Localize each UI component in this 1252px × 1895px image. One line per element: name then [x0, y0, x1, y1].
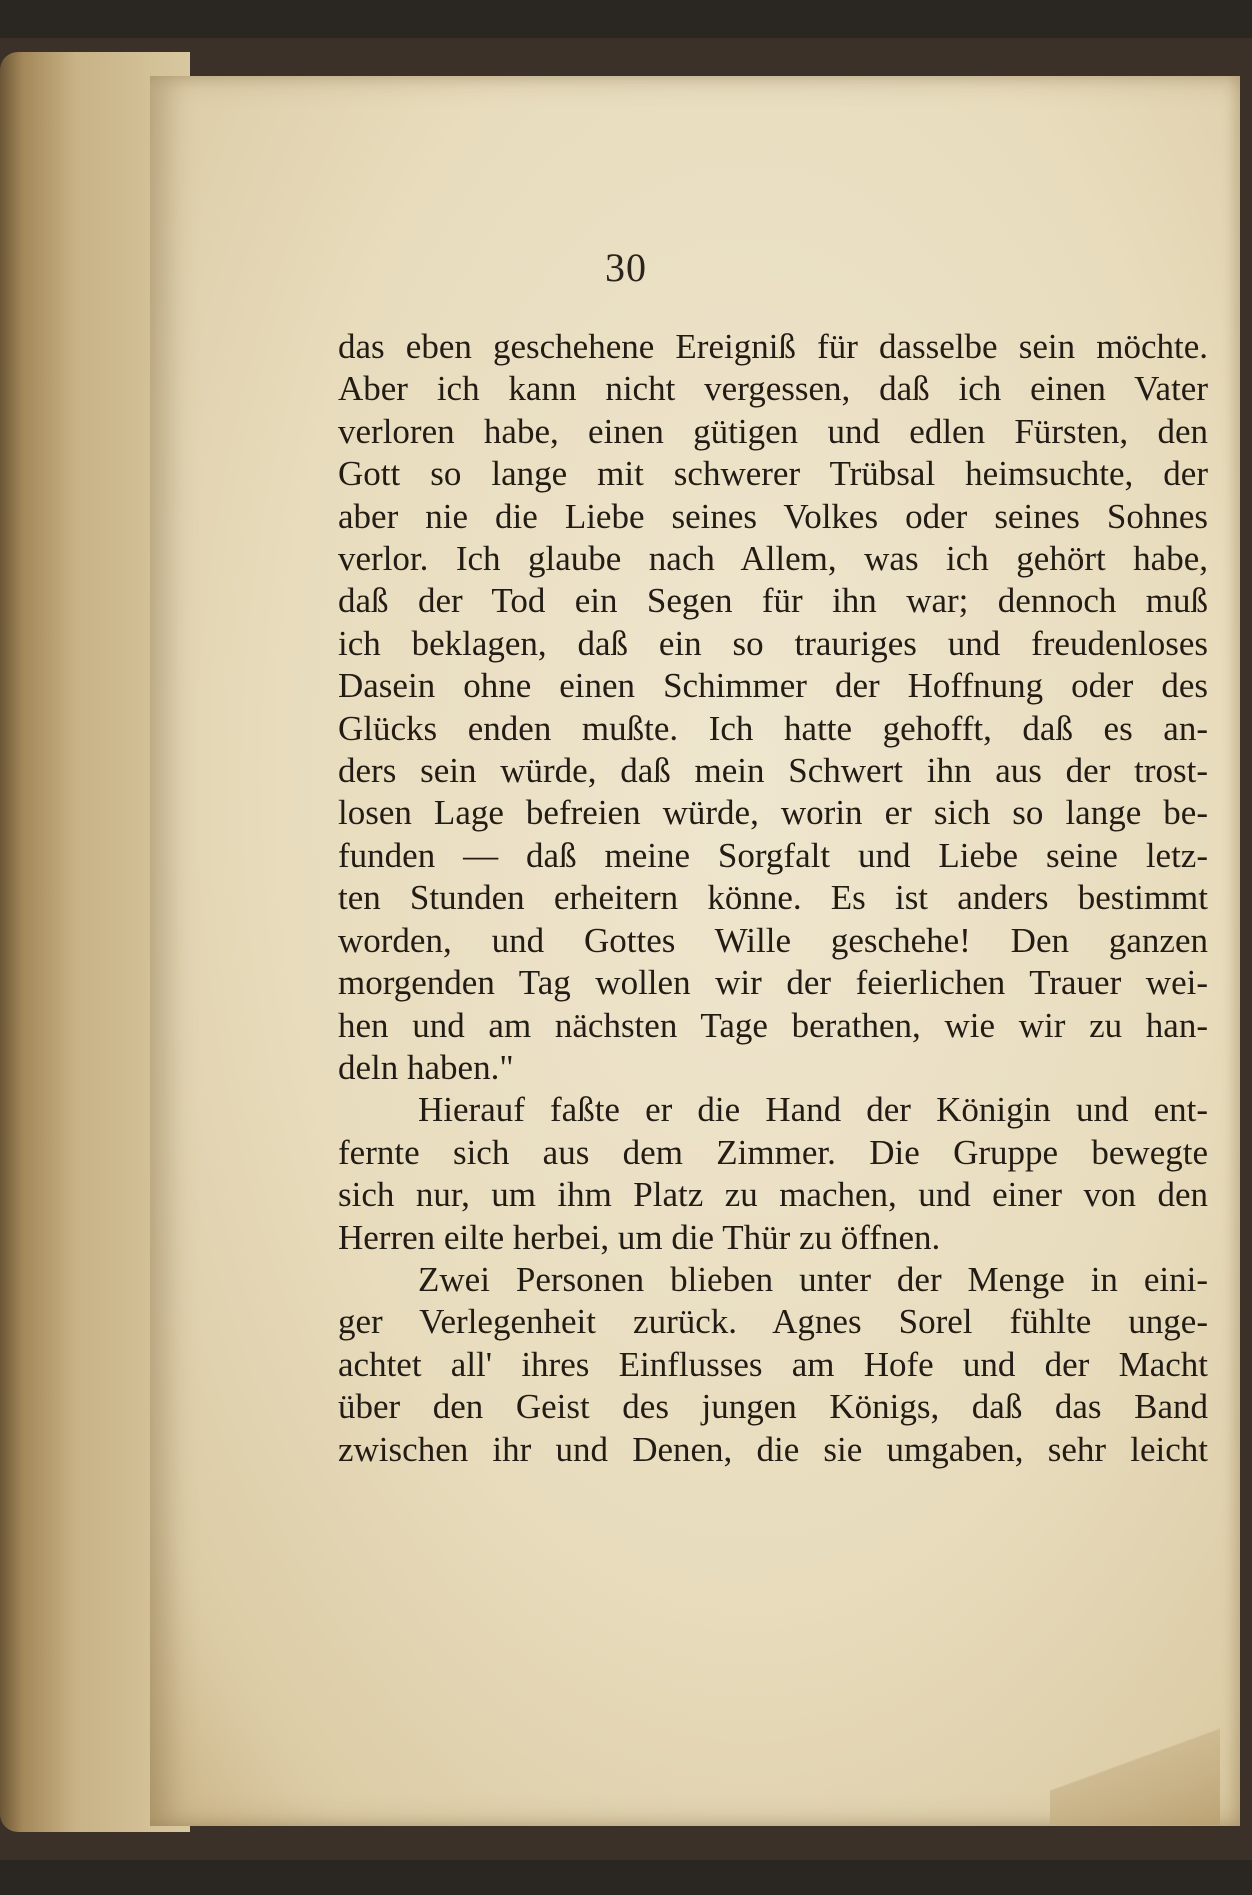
- text-line: Zwei Personen blieben unter der Menge in eini-: [418, 1259, 1208, 1299]
- text-line: sich nur, um ihm Platz zu machen, und einer von den: [338, 1175, 1208, 1215]
- text-line: Dasein ohne einen Schimmer der Hoffnung oder des: [338, 666, 1208, 706]
- text-line: ich beklagen, daß ein so trauriges und freudenloses: [338, 623, 1208, 663]
- text-line: achtet all' ihres Einflusses am Hofe und der Macht: [338, 1344, 1208, 1384]
- text-line: daß der Tod ein Segen für ihn war; dennoch muß: [338, 581, 1208, 621]
- text-line: funden — daß meine Sorgfalt und Liebe seine letz-: [338, 835, 1208, 875]
- text-line: zwischen ihr und Denen, die sie umgaben, sehr leicht: [338, 1429, 1208, 1469]
- text-line: über den Geist des jungen Königs, daß das Band: [338, 1387, 1208, 1427]
- text-line: losen Lage befreien würde, worin er sich so lange be-: [338, 793, 1208, 833]
- text-line: aber nie die Liebe seines Volkes oder seines Sohnes: [338, 496, 1208, 536]
- text-line: verlor. Ich glaube nach Allem, was ich gehört habe,: [338, 539, 1208, 579]
- text-line: Gott so lange mit schwerer Trübsal heimsuchte, der: [338, 454, 1208, 494]
- text-line: fernte sich aus dem Zimmer. Die Gruppe bewegte: [338, 1132, 1208, 1172]
- page-number: 30: [605, 245, 647, 290]
- page-corner-fold: [1050, 1725, 1220, 1825]
- text-line: das eben geschehene Ereigniß für dasselbe sein möchte.: [338, 327, 1208, 366]
- text-line: hen und am nächsten Tage berathen, wie wir zu han-: [338, 1005, 1208, 1045]
- text-line: morgenden Tag wollen wir der feierlichen Trauer wei-: [338, 963, 1208, 1003]
- text-line: ders sein würde, daß mein Schwert ihn aus der trost-: [338, 751, 1208, 791]
- text-line: deln haben.": [338, 1047, 514, 1087]
- text-line: worden, und Gottes Wille geschehe! Den ganzen: [338, 920, 1208, 960]
- text-line: Glücks enden mußte. Ich hatte gehofft, daß es an-: [338, 708, 1208, 748]
- text-line: ten Stunden erheitern könne. Es ist anders bestimmt: [338, 878, 1208, 918]
- page-body-text: [338, 326, 1208, 1471]
- text-line: Hierauf faßte er die Hand der Königin und ent-: [418, 1090, 1208, 1130]
- text-line: Herren eilte herbei, um die Thür zu öffnen.: [338, 1217, 941, 1257]
- text-line: verloren habe, einen gütigen und edlen Fürsten, den: [338, 411, 1208, 451]
- text-line: Aber ich kann nicht vergessen, daß ich einen Vater: [338, 369, 1208, 409]
- text-line: ger Verlegenheit zurück. Agnes Sorel fühlte unge-: [338, 1302, 1208, 1342]
